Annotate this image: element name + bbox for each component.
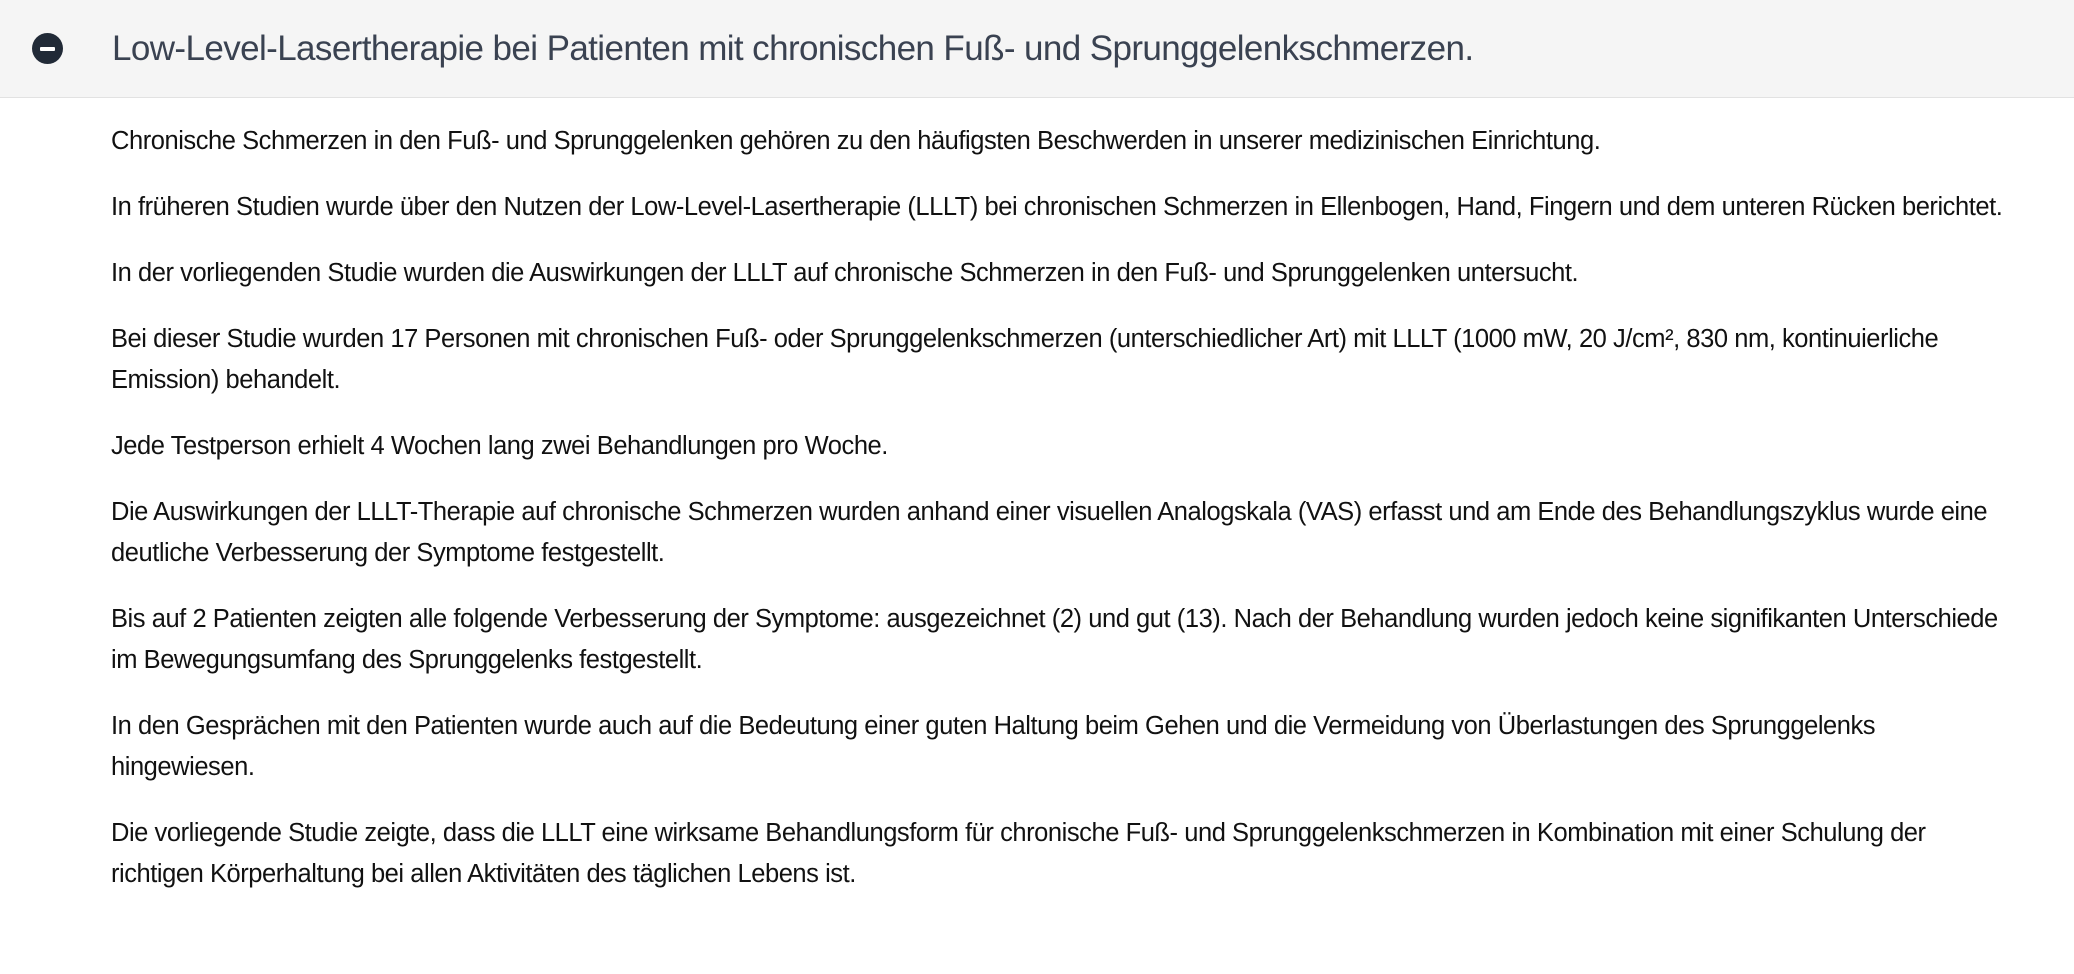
paragraph: In den Gesprächen mit den Patienten wurde auch auf die Bedeutung einer guten Haltung beim Gehen und die Vermeidung von Überlastungen des Sprunggelenks hingewiesen.: [111, 712, 1876, 781]
minus-circle-icon[interactable]: [32, 33, 63, 64]
paragraph: In früheren Studien wurde über den Nutzen der Low-Level-Lasertherapie (LLLT) bei chronischen Schmerzen in Ellenbogen, Hand, Fingern und dem unteren Rücken berichtet.: [111, 193, 2003, 221]
paragraph: Chronische Schmerzen in den Fuß- und Sprunggelenken gehören zu den häufigsten Beschwerden in unserer medizinischen Einrichtung.: [111, 127, 1601, 155]
paragraph: Bis auf 2 Patienten zeigten alle folgende Verbesserung der Symptome: ausgezeichnet (2) und gut (13). Nach der Behandlung wurden jedoch keine signifikanten Unterschiede im Bewegungsumfang des Sprunggelenks festgestellt.: [111, 605, 1998, 674]
paragraph: Jede Testperson erhielt 4 Wochen lang zwei Behandlungen pro Woche.: [111, 432, 888, 460]
paragraph: In der vorliegenden Studie wurden die Auswirkungen der LLLT auf chronische Schmerzen in den Fuß- und Sprunggelenken untersucht.: [111, 259, 1579, 287]
paragraph: Die Auswirkungen der LLLT-Therapie auf chronische Schmerzen wurden anhand einer visuellen Analogskala (VAS) erfasst und am Ende des Behandlungszyklus wurde eine deutliche Verbesserung der Symptome festgestellt.: [111, 498, 1988, 567]
paragraph: Bei dieser Studie wurden 17 Personen mit chronischen Fuß- oder Sprunggelenkschmerzen (unterschiedlicher Art) mit LLLT (1000 mW, 20 J/cm², 830 nm, kontinuierliche Emission) behandelt.: [111, 325, 1939, 394]
accordion-header[interactable]: [0, 0, 2074, 98]
paragraph: Die vorliegende Studie zeigte, dass die LLLT eine wirksame Behandlungsform für chronische Fuß- und Sprunggelenkschmerzen in Kombination mit einer Schulung der richtigen Körperhaltung bei allen Aktivitäten des täglichen Lebens ist.: [111, 819, 1926, 888]
accordion-content: [0, 98, 2074, 895]
accordion-title: Low-Level-Lasertherapie bei Patienten mit chronischen Fuß- und Sprunggelenkschmerzen.: [112, 28, 1474, 68]
